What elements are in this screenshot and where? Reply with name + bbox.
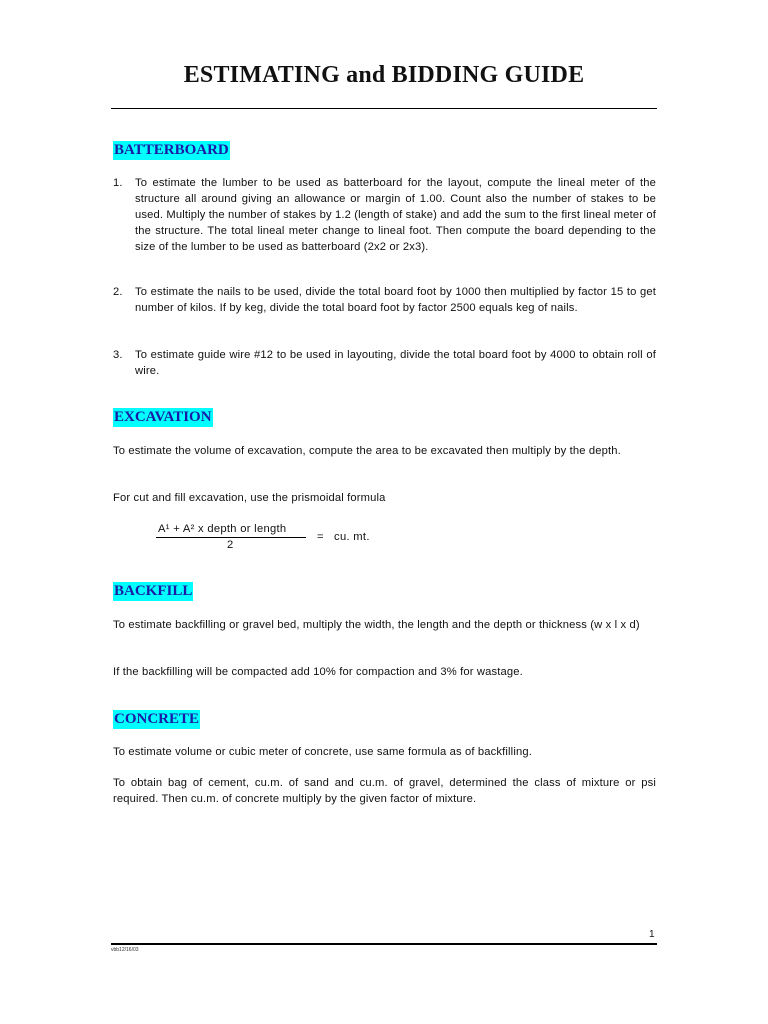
list-item xyxy=(113,175,656,255)
heading-excavation: EXCAVATION xyxy=(114,409,212,425)
heading-batterboard: BATTERBOARD xyxy=(114,142,229,158)
heading-concrete: CONCRETE xyxy=(114,711,200,727)
list-item-text: To estimate the lumber to be used as batterboard for the layout, compute the lineal meter of the structure all around giving an allowance or margin of 1.00. Count also the number of stakes to be used. Multiply the number of stakes by 1.2 (length of stake) and add the sum to the first lineal meter of the structure. The total lineal meter change to lineal foot. Then compute the board depending to the size of the lumber to be used as batterboard (2x2 or 2x3). xyxy=(135,177,656,253)
heading-backfill: BACKFILL xyxy=(114,583,193,599)
formula-numerator: A¹ + A² x depth or length xyxy=(158,523,287,535)
backfill-compaction-note: If the backfilling will be compacted add 10% for compaction and 3% for wastage. xyxy=(113,666,523,678)
concrete-paragraph: To estimate volume or cubic meter of concrete, use same formula as of backfilling. xyxy=(113,746,532,758)
page-number: 1 xyxy=(649,929,655,940)
list-item-number: 3. xyxy=(113,349,123,361)
list-item-text: To estimate the nails to be used, divide the total board foot by 1000 then multiplied by factor 15 to get number of kilos. If by keg, divide the total board foot by factor 2500 equals keg of nails. xyxy=(135,286,656,314)
list-item-number: 2. xyxy=(113,286,123,298)
footer-divider xyxy=(111,943,657,945)
concrete-mixture-paragraph: To obtain bag of cement, cu.m. of sand and cu.m. of gravel, determined the class of mixture or psi required. Then cu.m. of concrete multiply by the given factor of mixture. xyxy=(113,777,656,805)
footer-code: vbb12/16/03 xyxy=(111,947,139,953)
formula-result: = cu. mt. xyxy=(317,531,370,543)
excavation-paragraph: To estimate the volume of excavation, compute the area to be excavated then multiply by the depth. xyxy=(113,445,621,457)
formula-denominator: 2 xyxy=(227,539,234,551)
backfill-paragraph: To estimate backfilling or gravel bed, multiply the width, the length and the depth or thickness (w x l x d) xyxy=(113,619,640,631)
list-item-text: To estimate guide wire #12 to be used in layouting, divide the total board foot by 4000 to obtain roll of wire. xyxy=(135,349,656,377)
list-item xyxy=(113,347,656,379)
document-title: ESTIMATING and BIDDING GUIDE xyxy=(183,62,585,88)
title-divider xyxy=(111,108,657,109)
list-item-number: 1. xyxy=(113,177,123,189)
list-item xyxy=(113,284,656,316)
excavation-formula-intro: For cut and fill excavation, use the prismoidal formula xyxy=(113,492,386,504)
